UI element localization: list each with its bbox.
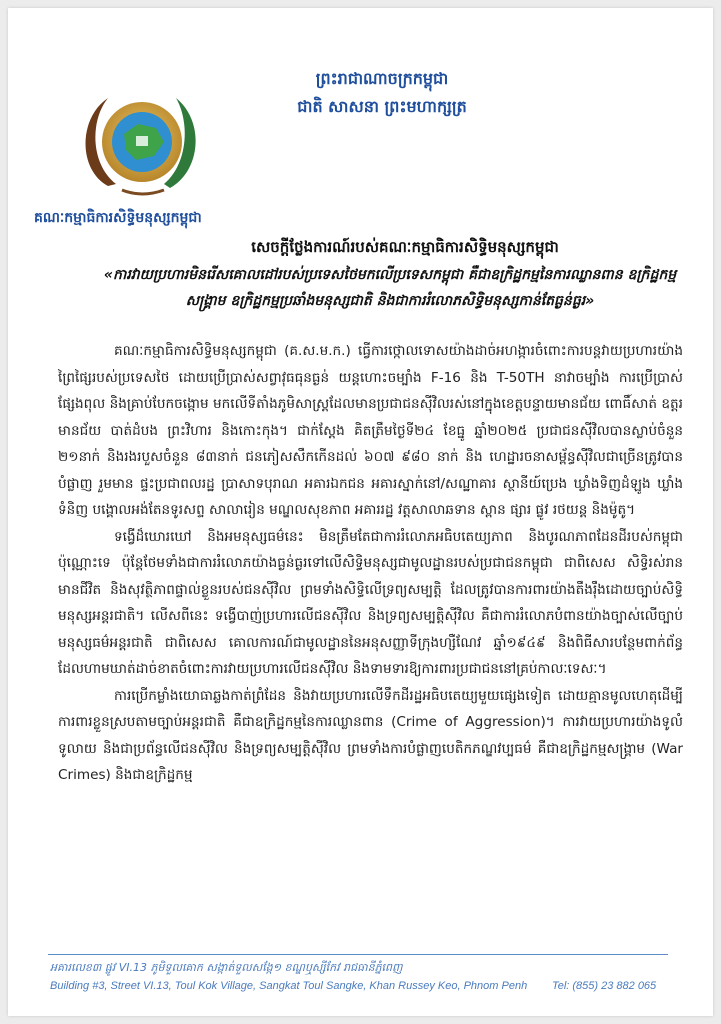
statement-body [58,338,683,789]
footer-divider [48,954,668,955]
org-name: គណៈកម្មាធិការសិទ្ធិមនុស្សកម្ពុជា [34,210,202,226]
paragraph-1: គណៈកម្មាធិការសិទ្ធិមនុស្សកម្ពុជា (គ.ស.ម.ក.) ធ្វើការថ្កោលទោសយ៉ាងដាច់អហង្ការចំពោះការបន្តវាយប្រហារយ៉ាងព្រៃផ្សៃរបស់ប្រទេសថៃ ដោយប្រើប្រាស់សព្វាវុធធុនធ្ងន់ យន្តហោះចម្បាំង F-16 និង T-50TH នាវាចម្បាំង ការប្រើប្រាស់ផ្សែងពុល និងគ្រាប់បែកចង្កោម មកលើទីតាំងភូមិសាស្ត្រដែលមានប្រជាជនស៊ីវិលរស់នៅក្នុងខេត្តបន្ទាយមានជ័យ ពោធិ៍សាត់ ឧត្តរមានជ័យ បាត់ដំបង ព្រះវិហារ និងកោះកុង។ ជាក់ស្តែង គិតត្រឹមថ្ងៃទី២៤ ខែធ្នូ ឆ្នាំ២០២៥ ប្រជាជនស៊ីវិលបានស្លាប់ចំនួន ២១នាក់ និងរងរបួសចំនួន ៨៣នាក់ ជនភៀសសឹកកើនដល់ ៦០៧ ៩៨០ នាក់ និង ហេដ្ឋារចនាសម្ព័ន្ធស៊ីវិលជាច្រើនត្រូវបានបំផ្លាញ រួមមាន ផ្ទះប្រជាពលរដ្ឋ ប្រាសាទបុរាណ អគារឯកជន អគារស្នាក់នៅ/សណ្ឋាគារ ស្ថានីយ៍ប្រេង ឃ្លាំងទិញដំឡូង ឃ្លាំងទំនិញ បង្គោលអង់តែនទូរសព្ទ សាលារៀន មណ្ឌលសុខភាព អគាររដ្ឋ វត្តសាលាឆទាន ស្ពាន ផ្សារ ផ្លូវ រថយន្ត និងម៉ូតូ។ [58,343,683,518]
paragraph-2: ទង្វើដ៏ឃោរឃៅ និងអមនុស្សធម៌នេះ មិនត្រឹមតែជាការរំលោភអធិបតេយ្យភាព និងបូរណភាពដែនដីរបស់កម្ពុជាប៉ុណ្ណោះទេ ប៉ុន្តែថែមទាំងជាការរំលោភយ៉ាងធ្ងន់ធ្ងរទៅលើសិទ្ធិមនុស្សជាមូលដ្ឋានរបស់ប្រជាជនកម្ពុជា ជាពិសេស សិទ្ធិរស់រានមានជីវិត និងសុវត្ថិភាពផ្ទាល់ខ្លួនរបស់ជនស៊ីវិល ព្រមទាំងសិទ្ធិលើទ្រព្យសម្បត្តិ ដែលត្រូវបានការពារយ៉ាងតឹងរ៉ឹងដោយច្បាប់សិទ្ធិមនុស្សអន្តរជាតិ។ លើសពីនេះ ទង្វើបាញ់ប្រហារលើជនស៊ីវិល និងទ្រព្យសម្បត្តិស៊ីវិល គឺជាការរំលោភបំពានយ៉ាងច្បាស់លើច្បាប់មនុស្សធម៌អន្តរជាតិ ជាពិសេស គោលការណ៍ជាមូលដ្ឋាននៃអនុសញ្ញាទីក្រុងហ្សឺណែវ ឆ្នាំ១៩៤៩ និងពិធីសារបន្ថែមពាក់ព័ន្ធដែលហាមឃាត់ដាច់ខាតចំពោះការវាយប្រហារលើជនស៊ីវិល និងទាមទារឱ្យការពារប្រជាជននៅគ្រប់កាលៈទេសៈ។ [58,528,683,677]
statement-subtitle: «ការវាយប្រហារមិនរើសគោលដៅរបស់ប្រទេសថៃមកលើប្រទេសកម្ពុជា គឺជាឧក្រិដ្ឋកម្មនៃការឈ្លានពាន ឧក្រិដ្ឋកម្មសង្គ្រាម ឧក្រិដ្ឋកម្មប្រឆាំងមនុស្សជាតិ និងជាការរំលោភសិទ្ធិមនុស្សកាន់តែធ្ងន់ធ្ងរ» [103,267,677,309]
paragraph-3: ការប្រើកម្លាំងយោធាឆ្លងកាត់ព្រំដែន និងវាយប្រហារលើទឹកដីរដ្ឋអធិបតេយ្យមួយផ្សេងទៀត ដោយគ្មានមូលហេតុដើម្បីការពារខ្លួនស្របតាមច្បាប់អន្តរជាតិ គឺជាឧក្រិដ្ឋកម្មនៃការឈ្លានពាន (Crime of Aggression)។ ការវាយប្រហារយ៉ាងទូលំទូលាយ និងជាប្រព័ន្ធលើជនស៊ីវិល និងទ្រព្យសម្បត្តិស៊ីវិល ព្រមទាំងការបំផ្លាញបេតិកភណ្ឌវប្បធម៌ គឺជាឧក្រិដ្ឋកម្មសង្គ្រាម (War Crimes) និងជាឧក្រិដ្ឋកម្ម [58,687,683,783]
footer-address-english: Building #3, Street VI.13, Toul Kok Village, Sangkat Toul Sangke, Khan Russey Keo, Phnom Penh [50,980,528,992]
statement-title: សេចក្តីថ្លែងការណ៍របស់គណៈកម្មាធិការសិទ្ធិមនុស្សកម្ពុជា [251,238,559,256]
national-motto: ជាតិ សាសនា ព្រះមហាក្សត្រ [297,97,467,116]
commission-logo [72,84,212,202]
footer-telephone: Tel: (855) 23 882 065 [552,980,657,992]
footer-address-khmer: អគារលេខ៣ ផ្លូវ VI.13 ភូមិទួលគោក សង្កាត់ទួលសង្កែ១ ខណ្ឌឬស្សីកែវ រាជធានីភ្នំពេញ [50,961,403,974]
kingdom-heading: ព្រះរាជាណាចក្រកម្ពុជា [315,69,449,88]
